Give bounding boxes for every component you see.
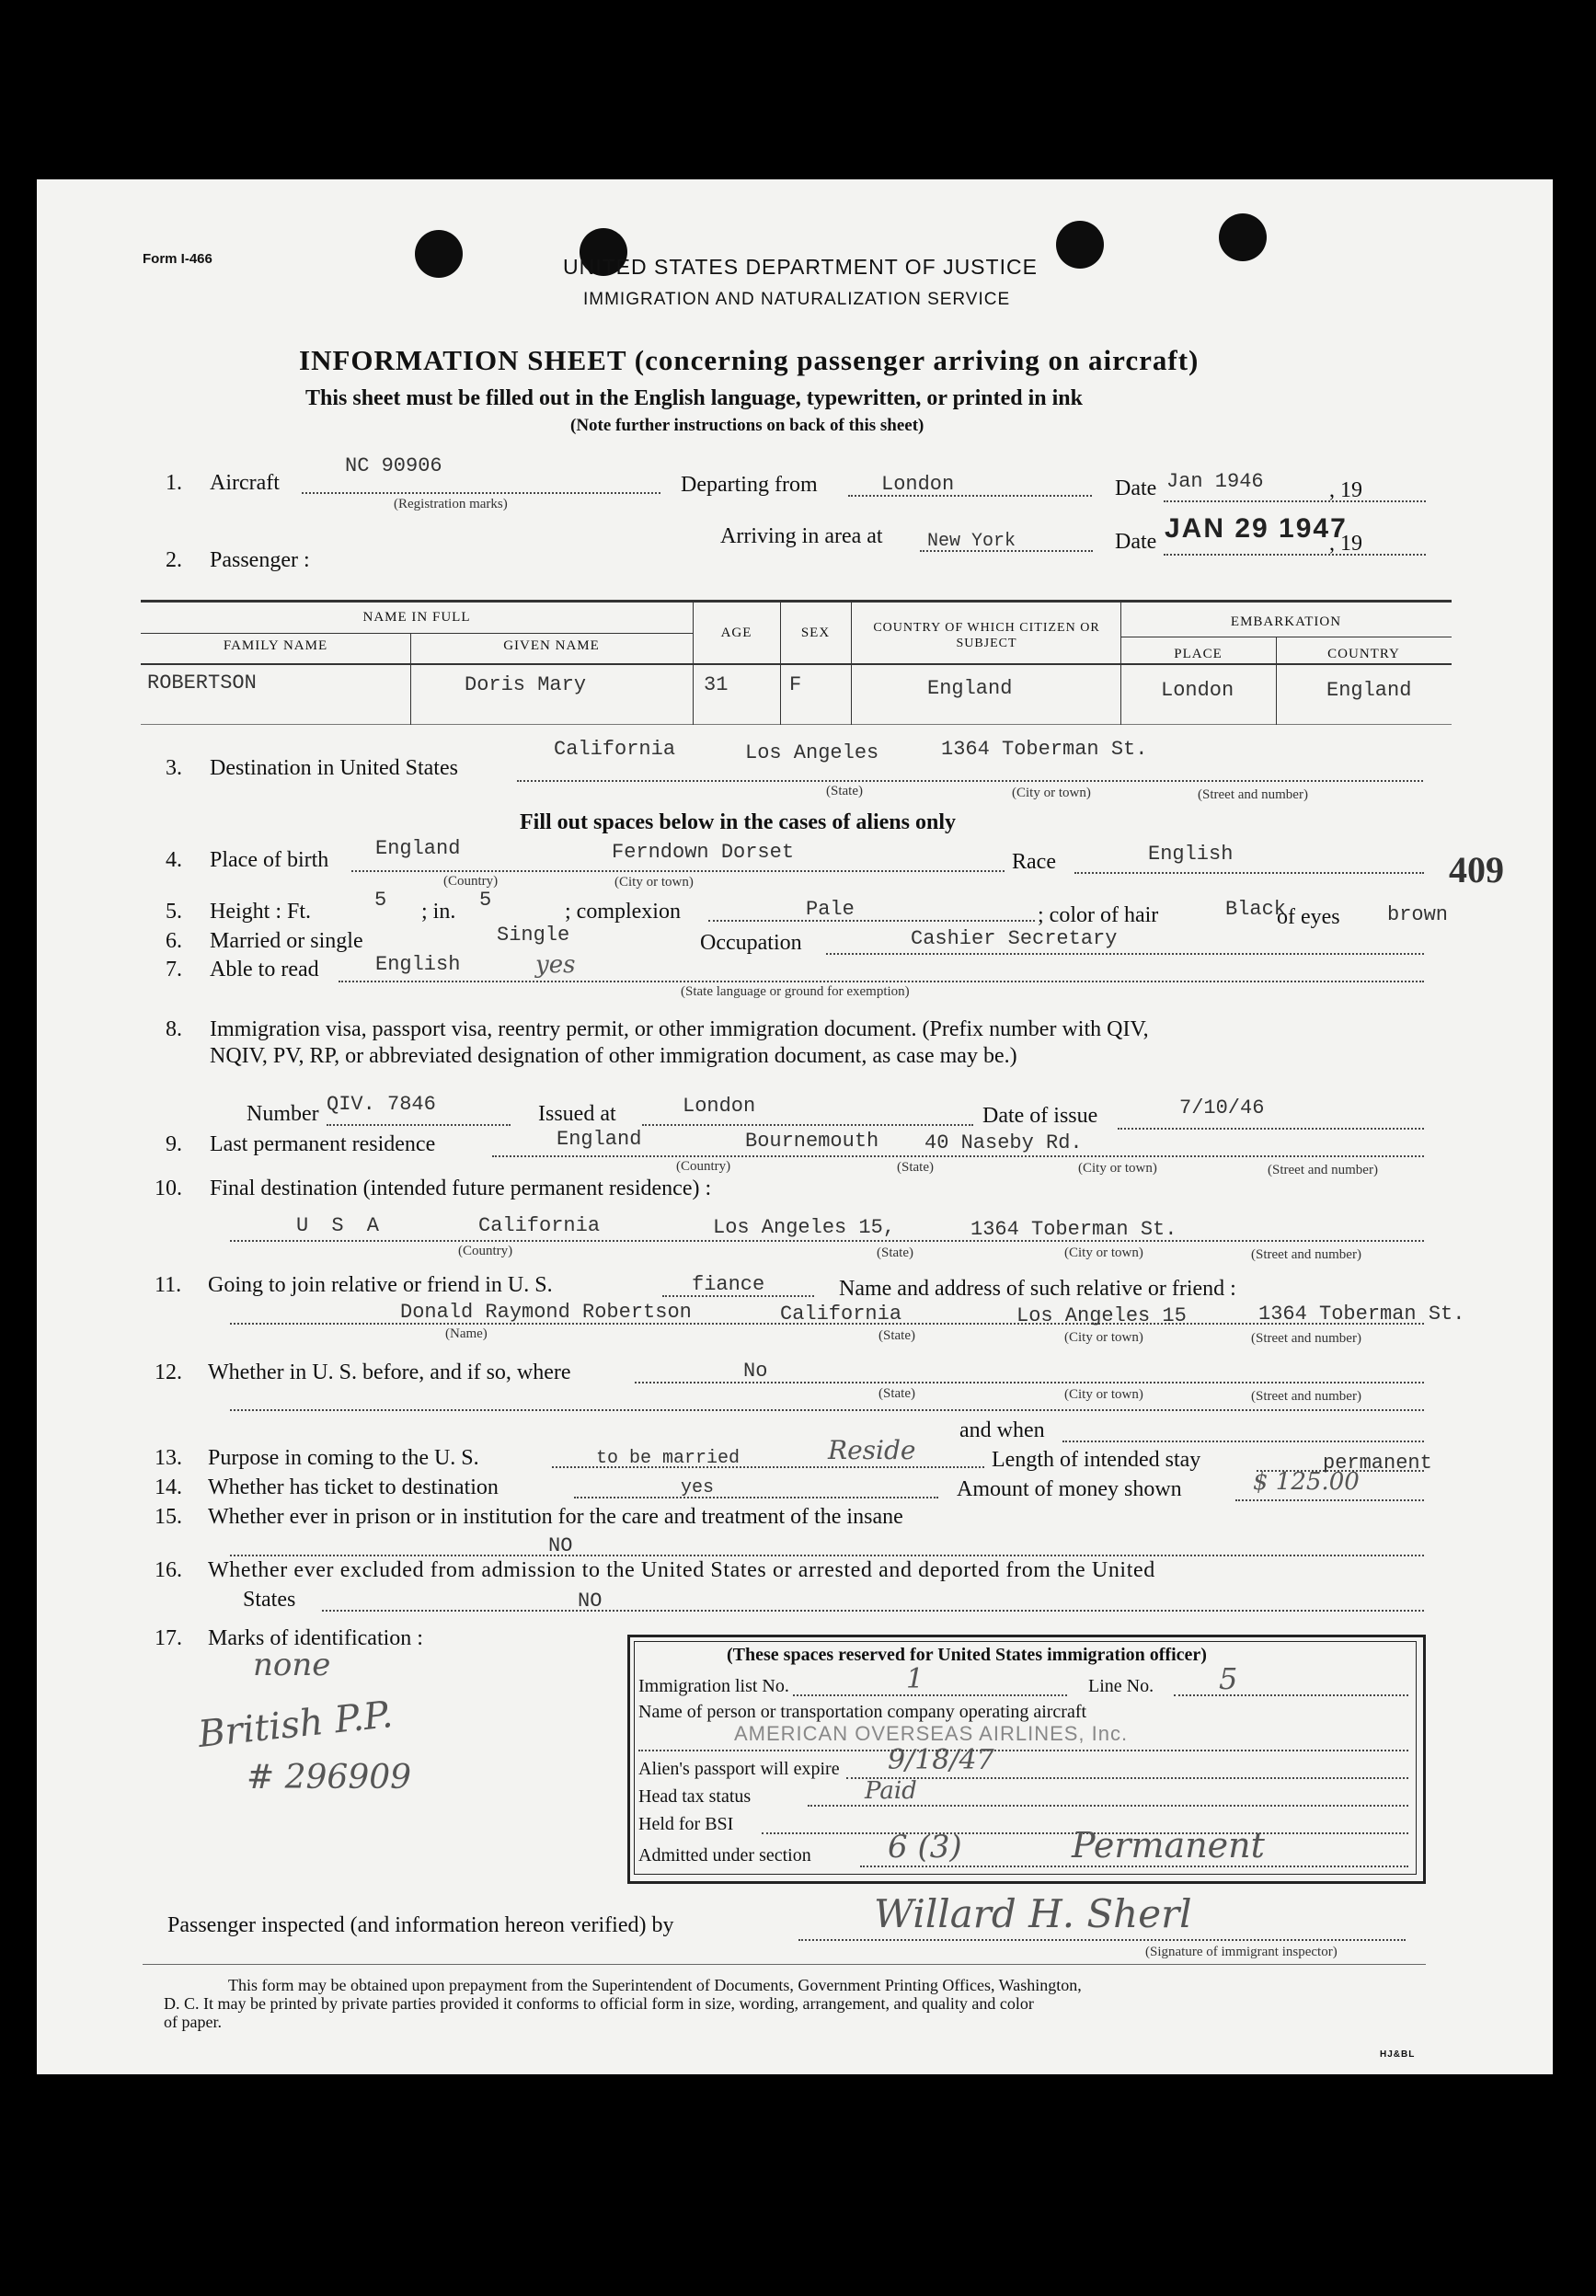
visa-number: QIV. 7846 [327,1093,436,1116]
city-caption: (City or town) [1064,1246,1143,1260]
race-label: Race [1012,850,1056,874]
relation-value: fiance [692,1273,765,1296]
q6-number: 6. [166,929,182,953]
city-caption: (City or town) [1078,1161,1157,1176]
country-header: COUNTRY [1327,647,1400,661]
held-bsi-label: Held for BSI [638,1814,734,1834]
final-city: Los Angeles 15, [713,1216,896,1239]
country-caption: (Country) [458,1244,513,1258]
identification-handwritten-3: # 296909 [247,1759,412,1797]
height-feet: 5 [374,889,387,912]
name-caption: (Name) [445,1326,488,1341]
admitted-section-label: Admitted under section [638,1845,811,1866]
final-street: 1364 Toberman St. [970,1218,1177,1241]
year-suffix: , 19 [1329,478,1362,502]
read-value: English [375,953,461,976]
ticket-label: Whether has ticket to destination [208,1475,499,1499]
country-caption: (Country) [676,1159,731,1174]
year-suffix: , 19 [1329,532,1362,556]
arrival-date-stamp: JAN 29 1947 [1165,513,1348,544]
given-name-header: GIVEN NAME [503,638,600,653]
complexion-label: ; complexion [565,900,681,924]
company-stamp: AMERICAN OVERSEAS AIRLINES, Inc. [734,1722,1129,1745]
passenger-label: Passenger : [210,548,310,572]
and-when-label: and when [959,1418,1045,1442]
city-caption: (City or town) [1064,1387,1143,1402]
birthplace-label: Place of birth [210,848,329,872]
complexion-value: Pale [806,898,855,921]
sex-header: SEX [800,626,831,640]
embark-place-value: London [1161,679,1234,702]
punch-hole [415,230,463,278]
state-caption: (State) [878,1328,915,1343]
form-title: INFORMATION SHEET (concerning passenger arriving on aircraft) [299,344,1200,376]
form-number: Form I-466 [143,251,212,267]
relative-city: Los Angeles 15 [1016,1304,1187,1327]
in-us-before-value: No [743,1360,768,1383]
passport-expire-label: Alien's passport will expire [638,1759,840,1779]
q3-number: 3. [166,756,182,780]
money-label: Amount of money shown [957,1477,1182,1501]
last-residence-country: England [557,1128,642,1151]
admitted-section-handwritten: Permanent [1072,1825,1265,1866]
eyes-label: of eyes [1277,905,1340,929]
prison-value: NO [548,1534,573,1557]
occupation-value: Cashier Secretary [911,927,1118,950]
company-label: Name of person or transportation company operating aircraft [638,1702,1087,1722]
street-caption: (Street and number) [1251,1247,1361,1262]
race-value: English [1148,843,1234,866]
embark-country-value: England [1326,679,1412,702]
sex-value: F [789,673,802,696]
arriving-value: New York [927,531,1016,552]
city-caption: (City or town) [614,875,694,890]
destination-city: Los Angeles [745,741,879,764]
q9-number: 9. [166,1132,182,1156]
issued-at-value: London [683,1095,756,1118]
street-caption: (Street and number) [1251,1389,1361,1404]
age-value: 31 [704,673,729,696]
inspected-label: Passenger inspected (and information hereon verified) by [167,1913,674,1937]
relative-name-label: Name and address of such relative or friend : [839,1277,1236,1301]
date-of-issue-value: 7/10/46 [1179,1096,1265,1119]
officer-box-heading: (These spaces reserved for United States immigration officer) [727,1645,1207,1665]
identification-handwritten-1: none [253,1647,331,1683]
prison-label: Whether ever in prison or in institution for the care and treatment of the insane [208,1505,903,1529]
final-state: California [478,1214,601,1237]
relative-name: Donald Raymond Robertson [400,1301,692,1324]
in-us-before-label: Whether in U. S. before, and if so, where [208,1360,571,1384]
departing-label: Departing from [681,473,818,497]
occupation-label: Occupation [700,931,802,955]
aircraft-label: Aircraft [210,471,280,495]
height-label: Height : Ft. [210,900,312,924]
departing-value: London [881,473,955,496]
name-in-full-header: NAME IN FULL [362,610,471,625]
number-label: Number [247,1102,319,1126]
street-caption: (Street and number) [1268,1163,1378,1177]
place-header: PLACE [1174,647,1223,661]
q10-number: 10. [155,1177,182,1200]
inspector-signature: Willard H. Sherl [874,1891,1192,1936]
q14-number: 14. [155,1475,182,1499]
stamp-number: 409 [1449,849,1504,890]
stay-value: permanent [1323,1452,1432,1475]
footer-line2: D. C. It may be printed by private parties provided it conforms to official form in size, wording, arrangement, and quality and color [164,1994,1034,2013]
identification-handwritten-2: British P.P. [196,1693,396,1756]
aircraft-value: NC 90906 [345,454,442,477]
read-handwritten: yes [535,951,576,979]
purpose-handwritten: Reside [828,1435,916,1465]
admitted-section-value: 6 (3) [888,1829,962,1866]
destination-label: Destination in United States [210,756,458,780]
embarkation-header: EMBARKATION [1230,614,1342,629]
purpose-value: to be married [596,1448,741,1469]
destination-street: 1364 Toberman St. [941,738,1148,761]
stay-label: Length of intended stay [992,1448,1201,1472]
q5-number: 5. [166,900,182,924]
citizen-value: England [927,677,1013,700]
head-tax-label: Head tax status [638,1786,752,1807]
money-value: $ 125.00 [1253,1468,1360,1496]
q4-number: 4. [166,848,182,872]
q7-number: 7. [166,958,182,982]
street-caption: (Street and number) [1251,1331,1361,1346]
q1-number: 1. [166,471,182,495]
last-residence-label: Last permanent residence [210,1132,436,1156]
form-subtitle: This sheet must be filled out in the English language, typewritten, or printed in ink [305,386,1083,410]
q15-number: 15. [155,1505,182,1529]
country-caption: (Country) [443,874,499,889]
join-relative-label: Going to join relative or friend in U. S. [208,1273,553,1297]
q12-number: 12. [155,1360,182,1384]
footer-line1: This form may be obtained upon prepayment from the Superintendent of Documents, Government Printing Offices, Washington, [228,1976,1082,1994]
aliens-only-heading: Fill out spaces below in the cases of aliens only [520,810,957,834]
issued-at-label: Issued at [538,1102,616,1126]
passport-expire-value: 9/18/47 [888,1744,994,1776]
inches-label: ; in. [421,900,456,924]
head-tax-value: Paid [865,1777,917,1805]
line-no-label: Line No. [1088,1676,1154,1696]
date-label: Date [1115,530,1157,554]
given-name-value: Doris Mary [465,673,587,696]
line-no-value: 5 [1219,1661,1238,1696]
last-residence-street: 40 Naseby Rd. [924,1131,1083,1154]
printer-mark: HJ&BL [1380,2049,1416,2060]
q17-number: 17. [155,1626,182,1650]
state-caption: (State) [897,1160,934,1175]
punch-hole [1056,221,1104,269]
marital-label: Married or single [210,929,363,953]
date-label: Date [1115,476,1157,500]
excluded-label: Whether ever excluded from admission to the United States or arrested and deported from the United [208,1558,1155,1582]
footer-line3: of paper. [164,2013,222,2031]
form-note: (Note further instructions on back of this sheet) [570,416,924,435]
punch-hole [1219,213,1267,261]
final-country: U S A [296,1214,385,1237]
relative-street: 1364 Toberman St. [1258,1303,1465,1326]
destination-state: California [554,738,676,761]
hair-label: ; color of hair [1038,903,1159,927]
arriving-label: Arriving in area at [720,524,883,548]
eyes-value: brown [1387,903,1449,926]
hair-value: Black [1225,898,1287,921]
final-destination-label: Final destination (intended future permanent residence) : [210,1177,712,1200]
identification-label: Marks of identification : [208,1626,423,1650]
state-caption: (State) [826,784,863,798]
excluded-value: NO [578,1590,603,1613]
ticket-value: yes [681,1477,715,1498]
purpose-label: Purpose in coming to the U. S. [208,1446,479,1470]
excluded-label-line2: States [243,1588,296,1612]
last-residence-state: Bournemouth [745,1130,879,1153]
state-caption: (State) [878,1386,915,1401]
q8-number: 8. [166,1017,182,1041]
country-citizen-header: COUNTRY OF WHICH CITIZEN OR SUBJECT [873,621,1100,650]
q11-number: 11. [155,1273,182,1297]
q16-number: 16. [155,1558,182,1582]
state-caption: (State) [877,1246,913,1260]
registration-marks-label: (Registration marks) [394,497,508,511]
birth-city: Ferndown Dorset [612,841,795,864]
immigration-list-label: Immigration list No. [638,1676,789,1696]
q2-number: 2. [166,548,182,572]
relative-state: California [780,1303,902,1326]
marital-value: Single [497,924,570,947]
q8-text-line1: Immigration visa, passport visa, reentry permit, or other immigration document. (Prefix number with QIV, [210,1017,1149,1041]
q8-text-line2: NQIV, PV, RP, or abbreviated designation of other immigration document, as case may be.) [210,1044,1017,1068]
read-caption: (State language or ground for exemption) [681,984,910,999]
immigration-list-value: 1 [906,1663,924,1695]
height-inches: 5 [479,889,492,912]
service-heading: IMMIGRATION AND NATURALIZATION SERVICE [583,290,1011,309]
signature-caption: (Signature of immigrant inspector) [1145,1945,1338,1959]
age-header: AGE [720,626,752,640]
departure-date: Jan 1946 [1166,470,1264,493]
date-of-issue-label: Date of issue [982,1104,1098,1128]
read-label: Able to read [210,958,319,982]
family-name-header: FAMILY NAME [223,638,328,653]
q13-number: 13. [155,1446,182,1470]
city-caption: (City or town) [1012,786,1091,800]
birth-country: England [375,837,461,860]
city-caption: (City or town) [1064,1330,1143,1345]
department-heading: UNITED STATES DEPARTMENT OF JUSTICE [563,255,1038,279]
street-caption: (Street and number) [1198,787,1308,802]
family-name-value: ROBERTSON [147,672,257,695]
